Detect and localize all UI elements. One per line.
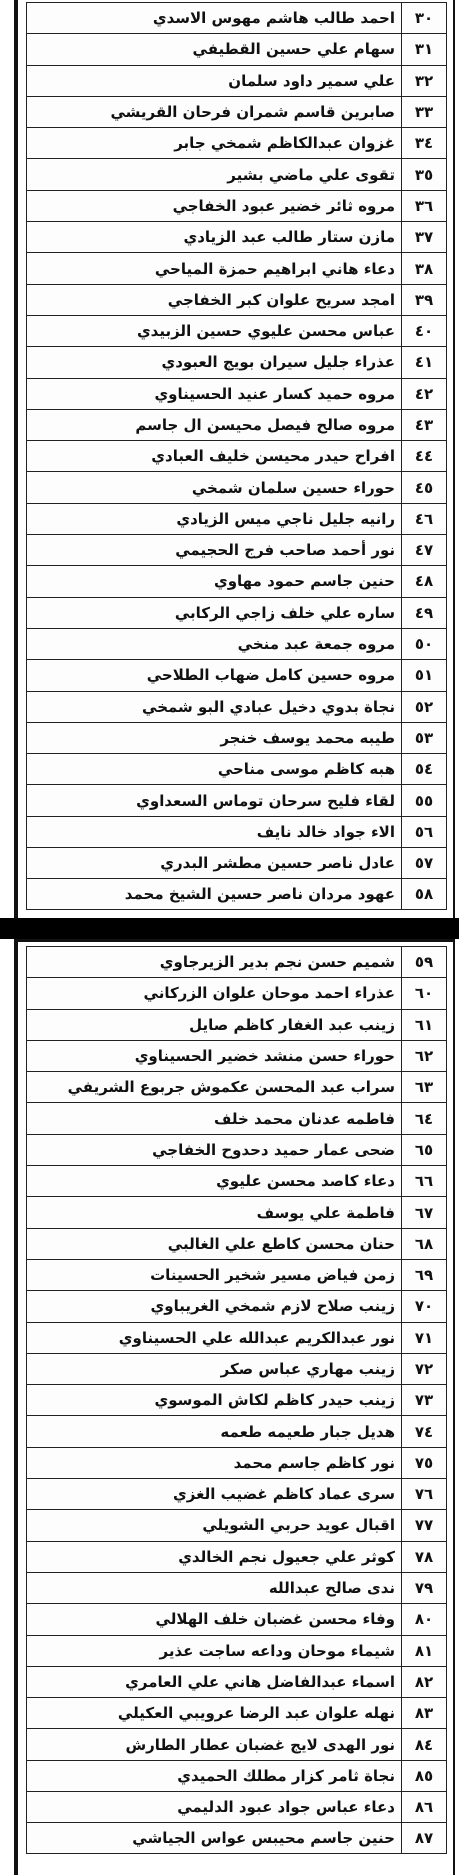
names-table-1 <box>26 2 447 910</box>
row-number: ٧٨ <box>401 1542 446 1572</box>
row-number: ٤٩ <box>401 598 446 628</box>
row-name: علي سمير داود سلمان <box>228 71 395 90</box>
row-name: زمن فياض مسير شخير الحسينات <box>150 1266 395 1285</box>
row-name: كوثر علي جعيول نجم الخالدي <box>178 1547 395 1566</box>
row-name: شميم حسن نجم بدير الزيرجاوي <box>159 953 395 972</box>
row-name: هبه كاظم موسى مناحي <box>217 760 395 779</box>
table-row <box>26 96 447 127</box>
table-row <box>26 1071 447 1102</box>
table-row <box>26 628 447 659</box>
row-name: زينب مهاري عباس صكر <box>220 1360 395 1378</box>
table-row <box>26 722 447 753</box>
row-name: حنين جاسم محيبس عواس الجياشي <box>132 1828 395 1847</box>
table-row <box>26 440 447 471</box>
row-number: ٣٦ <box>401 191 446 221</box>
row-number: ٦٠ <box>401 978 446 1008</box>
row-name: نجاة ثامر كزار مطلك الحميدي <box>177 1766 395 1785</box>
table-row <box>26 1791 447 1822</box>
table-row <box>26 1666 447 1697</box>
row-number: ٤٢ <box>401 379 446 409</box>
row-name: مروه صالح فيصل محيسن ال جاسم <box>135 416 395 434</box>
list-sheet-1 <box>14 0 455 918</box>
row-name: نهله علوان عبد الرضا عرويبي العكيلي <box>117 1704 395 1723</box>
row-name: حوراء حسن منشد خضير الحسيناوي <box>134 1047 395 1066</box>
row-name: طيبه محمد يوسف خنجر <box>220 728 395 747</box>
table-row <box>26 221 447 252</box>
row-name: عذراء احمد موحان علوان الزركاني <box>143 984 395 1003</box>
row-name: شيماء موحان وداعه ساجت عذير <box>159 1641 395 1660</box>
row-number: ٨٧ <box>401 1823 446 1852</box>
row-number: ٦٩ <box>401 1260 446 1290</box>
row-name: نور عبدالكريم عبدالله علي الحسيناوي <box>118 1328 395 1347</box>
row-number: ٣٣ <box>401 97 446 127</box>
row-name: زينب صلاح لازم شمخي الغريباوي <box>150 1297 395 1316</box>
table-row <box>26 1165 447 1196</box>
table-row <box>26 534 447 565</box>
row-number: ٥٠ <box>401 629 446 659</box>
row-number: ٥٩ <box>401 947 446 977</box>
row-number: ٥٧ <box>401 848 446 878</box>
row-name: غزوان عبدالكاظم شمخي جابر <box>174 134 395 153</box>
row-name: نجاة بدوي دخيل عبادي البو شمخي <box>142 697 395 716</box>
row-name: عباس محسن عليوي حسين الزبيدي <box>136 322 395 341</box>
table-row <box>26 1509 447 1540</box>
row-number: ٤١ <box>401 347 446 377</box>
row-name: نور الهدى لايج غضبان عطار الطارش <box>125 1735 395 1754</box>
table-row <box>26 597 447 628</box>
table-row <box>26 284 447 315</box>
row-name: دعاء هاني ابراهيم حمزة المياحي <box>154 259 395 278</box>
table-row <box>26 565 447 596</box>
table-row <box>26 1040 447 1071</box>
row-name: احمد طالب هاشم مهوس الاسدي <box>152 9 395 28</box>
table-row <box>26 691 447 722</box>
table-row <box>26 1478 447 1509</box>
row-name: هديل جبار طعيمه طعمه <box>220 1422 395 1441</box>
row-name: فاطمه عدنان محمد خلف <box>214 1109 395 1128</box>
row-number: ٥٦ <box>401 817 446 847</box>
row-number: ٧٧ <box>401 1510 446 1540</box>
names-table-2 <box>26 946 447 1854</box>
table-row <box>26 65 447 96</box>
row-number: ٣٠ <box>401 3 446 33</box>
row-name: دعاء عباس جواد عبود الدليمي <box>177 1798 395 1817</box>
row-number: ٧٤ <box>401 1416 446 1446</box>
page-divider <box>0 918 459 939</box>
row-number: ٨١ <box>401 1636 446 1666</box>
row-name: سهام علي حسين القطيفي <box>192 40 395 59</box>
row-name: وفاء محسن غضبان خلف الهلالي <box>155 1610 395 1629</box>
row-number: ٦٦ <box>401 1166 446 1196</box>
row-number: ٧٠ <box>401 1291 446 1321</box>
table-row <box>26 190 447 221</box>
table-row <box>26 1572 447 1603</box>
table-row <box>26 878 447 909</box>
row-name: مازن ستار طالب عبد الزيادي <box>183 228 395 247</box>
row-number: ٣١ <box>401 34 446 64</box>
row-name: امجد سريح علوان كبر الخفاجي <box>167 290 395 309</box>
table-row <box>26 378 447 409</box>
table-row <box>26 784 447 815</box>
table-row <box>26 659 447 690</box>
table-row <box>26 158 447 189</box>
row-number: ٦٥ <box>401 1135 446 1165</box>
row-name: حنين جاسم حمود مهاوي <box>213 572 395 591</box>
table-row <box>26 1353 447 1384</box>
table-row <box>26 346 447 377</box>
table-row <box>26 1603 447 1634</box>
row-name: رانيه جليل ناجي ميس الزيادي <box>176 509 395 528</box>
row-number: ٤٠ <box>401 316 446 346</box>
row-name: مروه جمعة عبد منخي <box>237 635 395 654</box>
row-number: ٣٤ <box>401 128 446 158</box>
row-number: ٨٠ <box>401 1604 446 1634</box>
row-number: ٦٢ <box>401 1041 446 1071</box>
row-name: صابرين قاسم شمران فرحان القريشي <box>110 103 395 122</box>
row-number: ٧٦ <box>401 1479 446 1509</box>
list-sheet-2 <box>14 939 455 1875</box>
table-row <box>26 1635 447 1666</box>
row-name: نور كاظم جاسم محمد <box>233 1453 395 1472</box>
row-number: ٨٥ <box>401 1761 446 1791</box>
table-row <box>26 1290 447 1321</box>
row-number: ٥٥ <box>401 785 446 815</box>
row-name: الاء جواد خالد نايف <box>256 822 395 841</box>
table-row <box>26 409 447 440</box>
row-name: ساره علي خلف زاجي الركابي <box>174 603 395 622</box>
table-row <box>26 1822 447 1853</box>
row-number: ٧٣ <box>401 1385 446 1415</box>
row-number: ٨٤ <box>401 1729 446 1759</box>
row-name: عذراء جليل سيران بويج العبودي <box>161 353 395 372</box>
table-row <box>26 753 447 784</box>
table-row <box>26 2 447 33</box>
table-row <box>26 1415 447 1446</box>
row-number: ٤٥ <box>401 472 446 502</box>
table-row <box>26 946 447 977</box>
table-row <box>26 847 447 878</box>
row-name: ندى صالح عبدالله <box>268 1579 395 1598</box>
row-number: ٦٣ <box>401 1072 446 1102</box>
row-number: ٥٢ <box>401 692 446 722</box>
table-row <box>26 471 447 502</box>
row-number: ٧١ <box>401 1323 446 1353</box>
row-number: ٦٧ <box>401 1197 446 1227</box>
row-name: حنان محسن كاطع علي الغالبي <box>167 1234 395 1253</box>
row-number: ٤٤ <box>401 441 446 471</box>
row-number: ٤٧ <box>401 535 446 565</box>
table-row <box>26 1009 447 1040</box>
row-number: ٧٩ <box>401 1573 446 1603</box>
row-number: ٨٣ <box>401 1698 446 1728</box>
row-name: سراب عبد المحسن عكموش جربوع الشريفي <box>67 1078 395 1097</box>
row-name: نور أحمد صاحب فرج الحجيمي <box>175 541 395 560</box>
row-name: حوراء حسين سلمان شمخي <box>191 478 395 497</box>
row-name: اقبال عويد حربي الشويلي <box>202 1516 395 1535</box>
row-name: سرى عماد كاظم غضيب الغزي <box>173 1485 395 1504</box>
row-number: ٧٢ <box>401 1354 446 1384</box>
row-number: ٥٨ <box>401 879 446 908</box>
table-row <box>26 1728 447 1759</box>
row-number: ٤٣ <box>401 410 446 440</box>
row-number: ٦٨ <box>401 1229 446 1259</box>
row-name: فاطمة علي يوسف <box>256 1203 395 1222</box>
row-number: ٤٦ <box>401 504 446 534</box>
table-row <box>26 1102 447 1133</box>
table-row <box>26 1447 447 1478</box>
row-name: مروه حسين كامل ضهاب الطلاحي <box>146 666 395 685</box>
table-row <box>26 127 447 158</box>
table-row <box>26 252 447 283</box>
row-number: ٦٤ <box>401 1103 446 1133</box>
row-number: ٨٦ <box>401 1792 446 1822</box>
table-row <box>26 1196 447 1227</box>
table-row <box>26 1697 447 1728</box>
row-name: تقوى علي ماضي بشير <box>227 165 395 184</box>
row-name: عهود مردان ناصر حسين الشيخ محمد <box>124 884 395 903</box>
row-number: ٤٨ <box>401 566 446 596</box>
row-number: ٣٨ <box>401 253 446 283</box>
row-name: مروه ثائر خضير عبود الخفاجي <box>172 196 395 215</box>
row-name: ضحى عمار حميد دحدوح الخفاجي <box>152 1140 395 1159</box>
row-number: ٥٣ <box>401 723 446 753</box>
table-row <box>26 1259 447 1290</box>
row-number: ٥١ <box>401 660 446 690</box>
table-row <box>26 1760 447 1791</box>
row-number: ٥٤ <box>401 754 446 784</box>
table-row <box>26 816 447 847</box>
row-name: اسماء عبدالفاضل هاني علي العامري <box>125 1672 395 1691</box>
table-row <box>26 1322 447 1353</box>
row-number: ٣٢ <box>401 66 446 96</box>
row-number: ٨٢ <box>401 1667 446 1697</box>
table-row <box>26 1228 447 1259</box>
row-number: ٣٥ <box>401 159 446 189</box>
row-number: ٧٥ <box>401 1448 446 1478</box>
table-row <box>26 1384 447 1415</box>
row-name: دعاء كاصد محسن عليوي <box>216 1172 395 1191</box>
table-row <box>26 977 447 1008</box>
row-name: زينب حيدر كاظم لكاش الموسوي <box>154 1391 395 1410</box>
row-name: مروه حميد كسار عنيد الحسيناوي <box>154 384 395 403</box>
table-row <box>26 1134 447 1165</box>
table-row <box>26 33 447 64</box>
row-name: افراح حيدر محيسن خليف العبادي <box>151 447 395 466</box>
row-number: ٣٩ <box>401 285 446 315</box>
row-name: زينب عبد الغفار كاظم صايل <box>189 1015 395 1034</box>
table-row <box>26 315 447 346</box>
table-row <box>26 1541 447 1572</box>
row-number: ٣٧ <box>401 222 446 252</box>
row-number: ٦١ <box>401 1010 446 1040</box>
table-row <box>26 503 447 534</box>
row-name: عادل ناصر حسين مطشر البدري <box>160 854 395 873</box>
row-name: لقاء فليح سرحان توماس السعداوي <box>136 791 395 810</box>
